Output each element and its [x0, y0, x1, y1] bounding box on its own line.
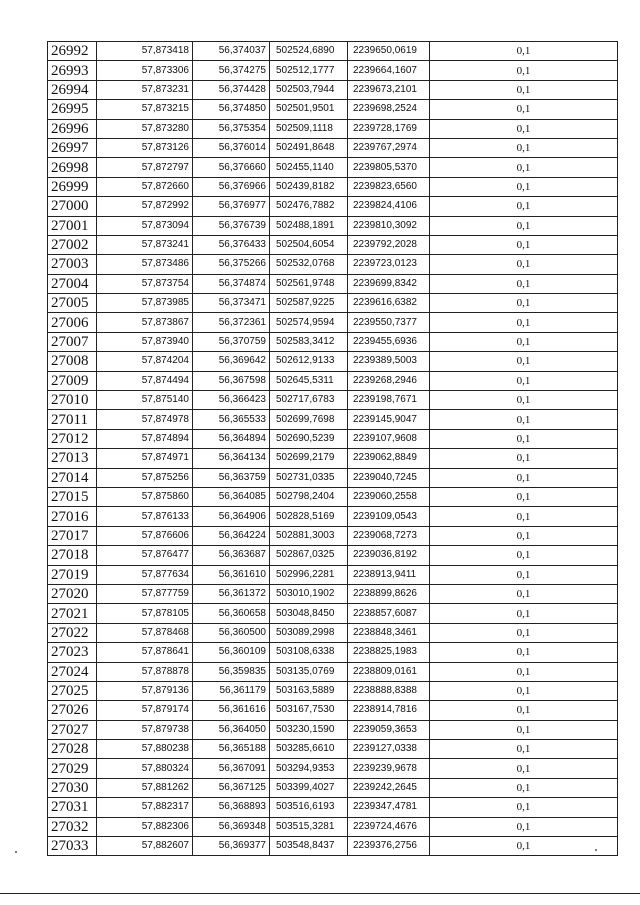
y-coordinate-cell: 2239698,2524 [348, 100, 430, 119]
point-number-cell: 27013 [48, 449, 97, 468]
latitude-cell: 57,874894 [97, 429, 193, 448]
error-cell: 0,1 [430, 565, 618, 584]
latitude-cell: 57,873241 [97, 235, 193, 254]
point-number-cell: 27007 [48, 332, 97, 351]
longitude-cell: 56,373471 [193, 294, 270, 313]
latitude-cell: 57,872992 [97, 197, 193, 216]
latitude-cell: 57,882306 [97, 817, 193, 836]
y-coordinate-cell: 2239810,3092 [348, 216, 430, 235]
table-row [48, 487, 618, 506]
latitude-cell: 57,878641 [97, 643, 193, 662]
point-number-cell: 27015 [48, 487, 97, 506]
x-coordinate-cell: 502501,9501 [270, 100, 348, 119]
x-coordinate-cell: 502574,9594 [270, 313, 348, 332]
longitude-cell: 56,367125 [193, 778, 270, 797]
y-coordinate-cell: 2239699,8342 [348, 274, 430, 293]
error-cell: 0,1 [430, 623, 618, 642]
longitude-cell: 56,361179 [193, 681, 270, 700]
error-cell: 0,1 [430, 138, 618, 157]
x-coordinate-cell: 503399,4027 [270, 778, 348, 797]
coordinates-table [47, 41, 618, 856]
point-number-cell: 26999 [48, 177, 97, 196]
longitude-cell: 56,376014 [193, 138, 270, 157]
y-coordinate-cell: 2239198,7671 [348, 391, 430, 410]
latitude-cell: 57,873486 [97, 255, 193, 274]
error-cell: 0,1 [430, 720, 618, 739]
x-coordinate-cell: 502504,6054 [270, 235, 348, 254]
table-row [48, 798, 618, 817]
error-cell: 0,1 [430, 507, 618, 526]
point-number-cell: 27029 [48, 759, 97, 778]
table-row [48, 255, 618, 274]
point-number-cell: 26996 [48, 119, 97, 138]
point-number-cell: 26995 [48, 100, 97, 119]
point-number-cell: 27014 [48, 468, 97, 487]
table-row [48, 468, 618, 487]
table-row [48, 759, 618, 778]
x-coordinate-cell: 502488,1891 [270, 216, 348, 235]
latitude-cell: 57,874978 [97, 410, 193, 429]
x-coordinate-cell: 502645,5311 [270, 371, 348, 390]
coordinates-table-body [48, 42, 618, 856]
table-row [48, 274, 618, 293]
table-row [48, 778, 618, 797]
latitude-cell: 57,877634 [97, 565, 193, 584]
longitude-cell: 56,374874 [193, 274, 270, 293]
y-coordinate-cell: 2238899,8626 [348, 584, 430, 603]
x-coordinate-cell: 503515,3281 [270, 817, 348, 836]
table-row [48, 216, 618, 235]
y-coordinate-cell: 2239616,6382 [348, 294, 430, 313]
table-row [48, 526, 618, 545]
x-coordinate-cell: 502699,2179 [270, 449, 348, 468]
error-cell: 0,1 [430, 197, 618, 216]
y-coordinate-cell: 2239455,6936 [348, 332, 430, 351]
latitude-cell: 57,877759 [97, 584, 193, 603]
table-row [48, 720, 618, 739]
point-number-cell: 26998 [48, 158, 97, 177]
longitude-cell: 56,376977 [193, 197, 270, 216]
error-cell: 0,1 [430, 643, 618, 662]
x-coordinate-cell: 502612,9133 [270, 352, 348, 371]
latitude-cell: 57,873754 [97, 274, 193, 293]
longitude-cell: 56,374428 [193, 80, 270, 99]
longitude-cell: 56,360109 [193, 643, 270, 662]
latitude-cell: 57,874971 [97, 449, 193, 468]
point-number-cell: 27004 [48, 274, 97, 293]
longitude-cell: 56,374850 [193, 100, 270, 119]
error-cell: 0,1 [430, 158, 618, 177]
x-coordinate-cell: 502587,9225 [270, 294, 348, 313]
latitude-cell: 57,882317 [97, 798, 193, 817]
point-number-cell: 27016 [48, 507, 97, 526]
x-coordinate-cell: 503010,1902 [270, 584, 348, 603]
x-coordinate-cell: 502439,8182 [270, 177, 348, 196]
x-coordinate-cell: 502512,1777 [270, 61, 348, 80]
latitude-cell: 57,873231 [97, 80, 193, 99]
longitude-cell: 56,369377 [193, 837, 270, 856]
longitude-cell: 56,369348 [193, 817, 270, 836]
error-cell: 0,1 [430, 255, 618, 274]
longitude-cell: 56,359835 [193, 662, 270, 681]
x-coordinate-cell: 502476,7882 [270, 197, 348, 216]
x-coordinate-cell: 502690,5239 [270, 429, 348, 448]
latitude-cell: 57,872797 [97, 158, 193, 177]
y-coordinate-cell: 2239376,2756 [348, 837, 430, 856]
point-number-cell: 27027 [48, 720, 97, 739]
latitude-cell: 57,873985 [97, 294, 193, 313]
y-coordinate-cell: 2238914,7816 [348, 701, 430, 720]
x-coordinate-cell: 502561,9748 [270, 274, 348, 293]
error-cell: 0,1 [430, 817, 618, 836]
table-row [48, 429, 618, 448]
longitude-cell: 56,369642 [193, 352, 270, 371]
y-coordinate-cell: 2239268,2946 [348, 371, 430, 390]
point-number-cell: 27011 [48, 410, 97, 429]
point-number-cell: 27025 [48, 681, 97, 700]
y-coordinate-cell: 2239127,0338 [348, 740, 430, 759]
longitude-cell: 56,364134 [193, 449, 270, 468]
error-cell: 0,1 [430, 332, 618, 351]
table-row [48, 643, 618, 662]
latitude-cell: 57,874204 [97, 352, 193, 371]
latitude-cell: 57,879174 [97, 701, 193, 720]
x-coordinate-cell: 503163,5889 [270, 681, 348, 700]
error-cell: 0,1 [430, 61, 618, 80]
point-number-cell: 27023 [48, 643, 97, 662]
x-coordinate-cell: 502867,0325 [270, 546, 348, 565]
point-number-cell: 27001 [48, 216, 97, 235]
longitude-cell: 56,374037 [193, 42, 270, 61]
y-coordinate-cell: 2239664,1607 [348, 61, 430, 80]
point-number-cell: 27026 [48, 701, 97, 720]
y-coordinate-cell: 2239805,5370 [348, 158, 430, 177]
error-cell: 0,1 [430, 798, 618, 817]
table-row [48, 701, 618, 720]
table-row [48, 138, 618, 157]
y-coordinate-cell: 2239059,3653 [348, 720, 430, 739]
x-coordinate-cell: 502881,3003 [270, 526, 348, 545]
table-row [48, 662, 618, 681]
table-row [48, 565, 618, 584]
longitude-cell: 56,368893 [193, 798, 270, 817]
x-coordinate-cell: 502731,0335 [270, 468, 348, 487]
y-coordinate-cell: 2238888,8388 [348, 681, 430, 700]
point-number-cell: 27000 [48, 197, 97, 216]
latitude-cell: 57,873867 [97, 313, 193, 332]
y-coordinate-cell: 2239036,8192 [348, 546, 430, 565]
point-number-cell: 26994 [48, 80, 97, 99]
x-coordinate-cell: 502798,2404 [270, 487, 348, 506]
point-number-cell: 27028 [48, 740, 97, 759]
x-coordinate-cell: 503516,6193 [270, 798, 348, 817]
y-coordinate-cell: 2239724,4676 [348, 817, 430, 836]
error-cell: 0,1 [430, 410, 618, 429]
point-number-cell: 27032 [48, 817, 97, 836]
latitude-cell: 57,873094 [97, 216, 193, 235]
latitude-cell: 57,880324 [97, 759, 193, 778]
y-coordinate-cell: 2239107,9608 [348, 429, 430, 448]
y-coordinate-cell: 2239792,2028 [348, 235, 430, 254]
x-coordinate-cell: 503167,7530 [270, 701, 348, 720]
table-row [48, 294, 618, 313]
table-row [48, 584, 618, 603]
error-cell: 0,1 [430, 662, 618, 681]
table-row [48, 197, 618, 216]
point-number-cell: 27005 [48, 294, 97, 313]
y-coordinate-cell: 2239824,4106 [348, 197, 430, 216]
point-number-cell: 27021 [48, 604, 97, 623]
error-cell: 0,1 [430, 701, 618, 720]
point-number-cell: 27031 [48, 798, 97, 817]
error-cell: 0,1 [430, 119, 618, 138]
error-cell: 0,1 [430, 313, 618, 332]
y-coordinate-cell: 2239650,0619 [348, 42, 430, 61]
error-cell: 0,1 [430, 546, 618, 565]
point-number-cell: 27010 [48, 391, 97, 410]
error-cell: 0,1 [430, 429, 618, 448]
x-coordinate-cell: 503285,6610 [270, 740, 348, 759]
latitude-cell: 57,873215 [97, 100, 193, 119]
error-cell: 0,1 [430, 526, 618, 545]
error-cell: 0,1 [430, 42, 618, 61]
point-number-cell: 26993 [48, 61, 97, 80]
y-coordinate-cell: 2239723,0123 [348, 255, 430, 274]
longitude-cell: 56,363687 [193, 546, 270, 565]
latitude-cell: 57,872660 [97, 177, 193, 196]
error-cell: 0,1 [430, 235, 618, 254]
point-number-cell: 27002 [48, 235, 97, 254]
latitude-cell: 57,881262 [97, 778, 193, 797]
x-coordinate-cell: 502503,7944 [270, 80, 348, 99]
error-cell: 0,1 [430, 759, 618, 778]
error-cell: 0,1 [430, 352, 618, 371]
y-coordinate-cell: 2239347,4781 [348, 798, 430, 817]
latitude-cell: 57,875140 [97, 391, 193, 410]
latitude-cell: 57,878105 [97, 604, 193, 623]
y-coordinate-cell: 2239145,9047 [348, 410, 430, 429]
table-row [48, 158, 618, 177]
latitude-cell: 57,880238 [97, 740, 193, 759]
longitude-cell: 56,376739 [193, 216, 270, 235]
error-cell: 0,1 [430, 584, 618, 603]
error-cell: 0,1 [430, 294, 618, 313]
table-row [48, 235, 618, 254]
table-row [48, 623, 618, 642]
latitude-cell: 57,873418 [97, 42, 193, 61]
error-cell: 0,1 [430, 681, 618, 700]
table-row [48, 100, 618, 119]
y-coordinate-cell: 2239062,8849 [348, 449, 430, 468]
y-coordinate-cell: 2239239,9678 [348, 759, 430, 778]
error-cell: 0,1 [430, 468, 618, 487]
longitude-cell: 56,376433 [193, 235, 270, 254]
y-coordinate-cell: 2239767,2974 [348, 138, 430, 157]
error-cell: 0,1 [430, 740, 618, 759]
scan-speck [15, 851, 17, 853]
error-cell: 0,1 [430, 837, 618, 856]
latitude-cell: 57,873280 [97, 119, 193, 138]
error-cell: 0,1 [430, 449, 618, 468]
longitude-cell: 56,370759 [193, 332, 270, 351]
longitude-cell: 56,363759 [193, 468, 270, 487]
point-number-cell: 27006 [48, 313, 97, 332]
longitude-cell: 56,365533 [193, 410, 270, 429]
point-number-cell: 27009 [48, 371, 97, 390]
page-bottom-rule [0, 893, 640, 894]
error-cell: 0,1 [430, 371, 618, 390]
longitude-cell: 56,374275 [193, 61, 270, 80]
latitude-cell: 57,876477 [97, 546, 193, 565]
point-number-cell: 27018 [48, 546, 97, 565]
longitude-cell: 56,361616 [193, 701, 270, 720]
longitude-cell: 56,375266 [193, 255, 270, 274]
error-cell: 0,1 [430, 177, 618, 196]
latitude-cell: 57,876133 [97, 507, 193, 526]
longitude-cell: 56,364906 [193, 507, 270, 526]
table-row [48, 119, 618, 138]
point-number-cell: 27024 [48, 662, 97, 681]
x-coordinate-cell: 503108,6338 [270, 643, 348, 662]
longitude-cell: 56,365188 [193, 740, 270, 759]
point-number-cell: 27003 [48, 255, 97, 274]
y-coordinate-cell: 2239389,5003 [348, 352, 430, 371]
longitude-cell: 56,361610 [193, 565, 270, 584]
table-row [48, 80, 618, 99]
point-number-cell: 27019 [48, 565, 97, 584]
longitude-cell: 56,360658 [193, 604, 270, 623]
y-coordinate-cell: 2239109,0543 [348, 507, 430, 526]
point-number-cell: 27022 [48, 623, 97, 642]
y-coordinate-cell: 2238857,6087 [348, 604, 430, 623]
longitude-cell: 56,367091 [193, 759, 270, 778]
table-row [48, 681, 618, 700]
longitude-cell: 56,361372 [193, 584, 270, 603]
x-coordinate-cell: 502524,6890 [270, 42, 348, 61]
longitude-cell: 56,372361 [193, 313, 270, 332]
x-coordinate-cell: 503048,8450 [270, 604, 348, 623]
x-coordinate-cell: 502455,1140 [270, 158, 348, 177]
longitude-cell: 56,364894 [193, 429, 270, 448]
point-number-cell: 27030 [48, 778, 97, 797]
longitude-cell: 56,375354 [193, 119, 270, 138]
latitude-cell: 57,875860 [97, 487, 193, 506]
longitude-cell: 56,360500 [193, 623, 270, 642]
point-number-cell: 27012 [48, 429, 97, 448]
error-cell: 0,1 [430, 391, 618, 410]
latitude-cell: 57,875256 [97, 468, 193, 487]
longitude-cell: 56,376966 [193, 177, 270, 196]
latitude-cell: 57,878878 [97, 662, 193, 681]
table-row [48, 177, 618, 196]
error-cell: 0,1 [430, 604, 618, 623]
latitude-cell: 57,873940 [97, 332, 193, 351]
latitude-cell: 57,876606 [97, 526, 193, 545]
table-row [48, 313, 618, 332]
point-number-cell: 27017 [48, 526, 97, 545]
point-number-cell: 27008 [48, 352, 97, 371]
error-cell: 0,1 [430, 100, 618, 119]
y-coordinate-cell: 2239060,2558 [348, 487, 430, 506]
y-coordinate-cell: 2239673,2101 [348, 80, 430, 99]
x-coordinate-cell: 502583,3412 [270, 332, 348, 351]
table-row [48, 507, 618, 526]
latitude-cell: 57,873126 [97, 138, 193, 157]
latitude-cell: 57,873306 [97, 61, 193, 80]
longitude-cell: 56,364224 [193, 526, 270, 545]
error-cell: 0,1 [430, 274, 618, 293]
x-coordinate-cell: 502532,0768 [270, 255, 348, 274]
scan-speck [595, 849, 597, 851]
table-row [48, 332, 618, 351]
table-row [48, 817, 618, 836]
x-coordinate-cell: 502509,1118 [270, 119, 348, 138]
x-coordinate-cell: 502996,2281 [270, 565, 348, 584]
longitude-cell: 56,367598 [193, 371, 270, 390]
latitude-cell: 57,878468 [97, 623, 193, 642]
table-row [48, 449, 618, 468]
x-coordinate-cell: 503294,9353 [270, 759, 348, 778]
x-coordinate-cell: 502717,6783 [270, 391, 348, 410]
table-row [48, 391, 618, 410]
point-number-cell: 26992 [48, 42, 97, 61]
latitude-cell: 57,882607 [97, 837, 193, 856]
table-row [48, 371, 618, 390]
table-row [48, 410, 618, 429]
y-coordinate-cell: 2239242,2645 [348, 778, 430, 797]
x-coordinate-cell: 502491,8648 [270, 138, 348, 157]
x-coordinate-cell: 503548,8437 [270, 837, 348, 856]
x-coordinate-cell: 503089,2998 [270, 623, 348, 642]
error-cell: 0,1 [430, 216, 618, 235]
longitude-cell: 56,364085 [193, 487, 270, 506]
table-row [48, 352, 618, 371]
x-coordinate-cell: 503230,1590 [270, 720, 348, 739]
y-coordinate-cell: 2238848,3461 [348, 623, 430, 642]
x-coordinate-cell: 502828,5169 [270, 507, 348, 526]
error-cell: 0,1 [430, 778, 618, 797]
y-coordinate-cell: 2239823,6560 [348, 177, 430, 196]
table-row [48, 740, 618, 759]
latitude-cell: 57,874494 [97, 371, 193, 390]
y-coordinate-cell: 2239728,1769 [348, 119, 430, 138]
y-coordinate-cell: 2238913,9411 [348, 565, 430, 584]
table-row [48, 42, 618, 61]
error-cell: 0,1 [430, 487, 618, 506]
y-coordinate-cell: 2238809,0161 [348, 662, 430, 681]
y-coordinate-cell: 2239068,7273 [348, 526, 430, 545]
error-cell: 0,1 [430, 80, 618, 99]
point-number-cell: 26997 [48, 138, 97, 157]
latitude-cell: 57,879136 [97, 681, 193, 700]
latitude-cell: 57,879738 [97, 720, 193, 739]
table-row [48, 61, 618, 80]
longitude-cell: 56,364050 [193, 720, 270, 739]
point-number-cell: 27033 [48, 837, 97, 856]
table-row [48, 604, 618, 623]
longitude-cell: 56,366423 [193, 391, 270, 410]
y-coordinate-cell: 2239550,7377 [348, 313, 430, 332]
point-number-cell: 27020 [48, 584, 97, 603]
longitude-cell: 56,376660 [193, 158, 270, 177]
x-coordinate-cell: 503135,0769 [270, 662, 348, 681]
table-row [48, 837, 618, 856]
x-coordinate-cell: 502699,7698 [270, 410, 348, 429]
y-coordinate-cell: 2238825,1983 [348, 643, 430, 662]
table-row [48, 546, 618, 565]
y-coordinate-cell: 2239040,7245 [348, 468, 430, 487]
